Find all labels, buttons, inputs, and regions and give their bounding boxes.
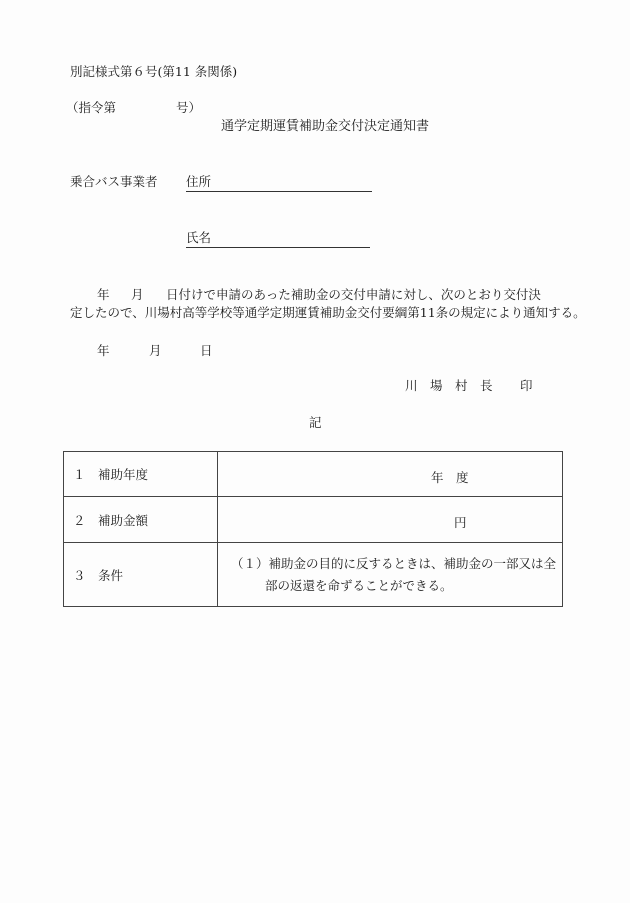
row-value-fiscal-year: 年 度	[217, 452, 562, 497]
body-line2: 定したので、川場村高等学校等通学定期運賃補助金交付要綱第11条の規定により通知する。	[70, 305, 586, 320]
row-value-amount: 円	[217, 497, 562, 543]
date-month: 月	[149, 343, 162, 358]
name-field	[186, 232, 370, 248]
recipient-label: 乗合バス事業者	[70, 174, 158, 189]
form-header: 別記様式第６号(第11 条関係)	[70, 64, 238, 79]
directive-number-suffix: 号）	[176, 100, 202, 115]
address-label: 住所	[186, 174, 212, 189]
mayor-signature: 川 場 村 長	[405, 378, 493, 393]
condition-line-1: （１）補助金の目的に反するときは、補助金の一部又は全	[230, 555, 556, 571]
decision-table	[63, 451, 563, 607]
date-day: 日	[200, 343, 213, 358]
body-year: 年	[97, 287, 110, 302]
document-title: 通学定期運賃補助金交付決定通知書	[221, 119, 430, 134]
date-year: 年	[97, 343, 110, 358]
condition-line-2: 部の返還を命ずることができる。	[264, 577, 453, 593]
table-row	[64, 497, 563, 543]
name-label: 氏名	[186, 230, 212, 245]
row-label-amount: ２ 補助金額	[64, 497, 218, 543]
directive-number-prefix: （指令第	[66, 100, 117, 115]
address-field	[186, 176, 372, 192]
body-line1: 日付けで申請のあった補助金の交付申請に対し、次のとおり交付決	[166, 287, 541, 302]
ki-heading: 記	[309, 415, 322, 430]
seal-mark: 印	[520, 378, 533, 393]
row-value-conditions	[217, 543, 562, 607]
table-row	[64, 452, 563, 497]
table-row	[64, 543, 563, 607]
row-label-fiscal-year: １ 補助年度	[64, 452, 218, 497]
body-month: 月	[131, 287, 144, 302]
row-label-conditions: ３ 条件	[64, 543, 218, 607]
